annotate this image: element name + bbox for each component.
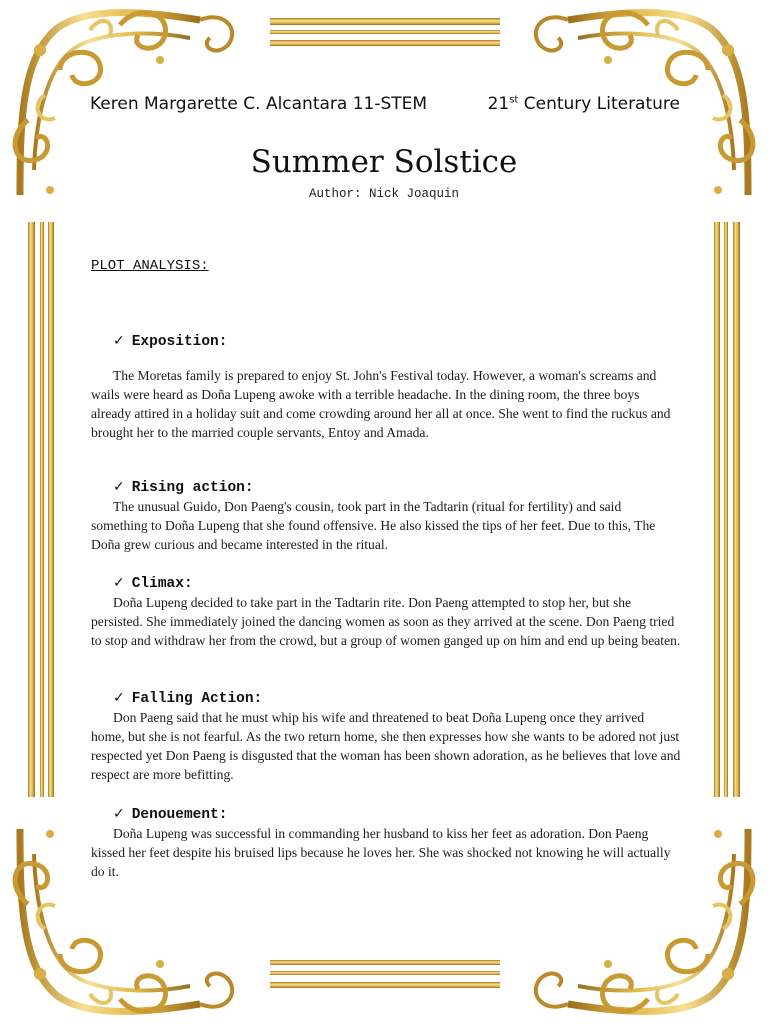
section-body: The Moretas family is prepared to enjoy St. John's Festival today. However, a woman's screams and wails were heard as Doña Lupeng awoke with a terrible headache. In the dining room, the three boys already attired in a holiday suit and come crowding around her all at once. She went to find the ruckus and brought her to the married couple servants, Entoy and Amada. bbox=[91, 368, 671, 440]
section-body: Doña Lupeng decided to take part in the Tadtarin rite. Don Paeng attempted to stop her, but she persisted. She immediately joined the dancing women as soon as they arrived at the scene. Don Paeng tried to stop and withdraw her from the crowd, but a group of women ganged up on him and end up being beaten. bbox=[91, 595, 681, 648]
checkmark-icon: ✓ bbox=[113, 479, 125, 495]
document-header bbox=[90, 94, 680, 124]
course-number: 21 bbox=[487, 94, 510, 114]
section-heading-label: Rising action: bbox=[131, 480, 254, 496]
section-heading-label: Denouement: bbox=[131, 807, 228, 823]
section-heading bbox=[113, 804, 681, 824]
checkmark-icon: ✓ bbox=[113, 575, 125, 591]
section-exposition bbox=[91, 331, 681, 442]
section-heading bbox=[113, 331, 681, 351]
section-heading-label: Exposition: bbox=[131, 334, 228, 350]
section-rising-action bbox=[91, 477, 681, 554]
section-body: Don Paeng said that he must whip his wife and threatened to beat Doña Lupeng once they arrived home, but she is not fearful. As the two return home, she then expresses how she wants to be adored not just respected yet Don Paeng is disgusted that the woman has been shown adoration, as he believes that love and respect are more befitting. bbox=[91, 710, 681, 782]
section-heading bbox=[113, 573, 681, 593]
checkmark-icon: ✓ bbox=[113, 333, 125, 349]
document-title: Summer Solstice bbox=[250, 144, 518, 180]
section-heading bbox=[113, 477, 681, 497]
section-heading-label: Climax: bbox=[131, 576, 193, 592]
section-body: Doña Lupeng was successful in commanding her husband to kiss her feet as adoration. Don Paeng kissed her feet despite his bruised lips because he loves her. She was shocked not knowing he will actually do it. bbox=[91, 826, 671, 879]
checkmark-icon: ✓ bbox=[113, 690, 125, 706]
author-line: Author: Nick Joaquin bbox=[308, 187, 460, 201]
section-heading-label: Falling Action: bbox=[131, 691, 263, 707]
course-title bbox=[488, 94, 680, 114]
section-climax bbox=[91, 573, 681, 650]
section-heading bbox=[113, 688, 681, 708]
plot-analysis-heading: PLOT ANALYSIS: bbox=[91, 258, 209, 274]
section-denouement bbox=[91, 804, 681, 881]
section-body: The unusual Guido, Don Paeng's cousin, took part in the Tadtarin (ritual for fertility) and said something to Doña Lupeng that she found offensive. He also kissed the tips of her feet. Due to this, The Doña grew curious and became interested in the ritual. bbox=[91, 499, 656, 552]
section-falling-action bbox=[91, 688, 681, 784]
course-suffix: st bbox=[509, 94, 519, 106]
checkmark-icon: ✓ bbox=[113, 806, 125, 822]
course-name: Century Literature bbox=[523, 94, 680, 114]
student-name: Keren Margarette C. Alcantara 11-STEM bbox=[90, 94, 428, 114]
